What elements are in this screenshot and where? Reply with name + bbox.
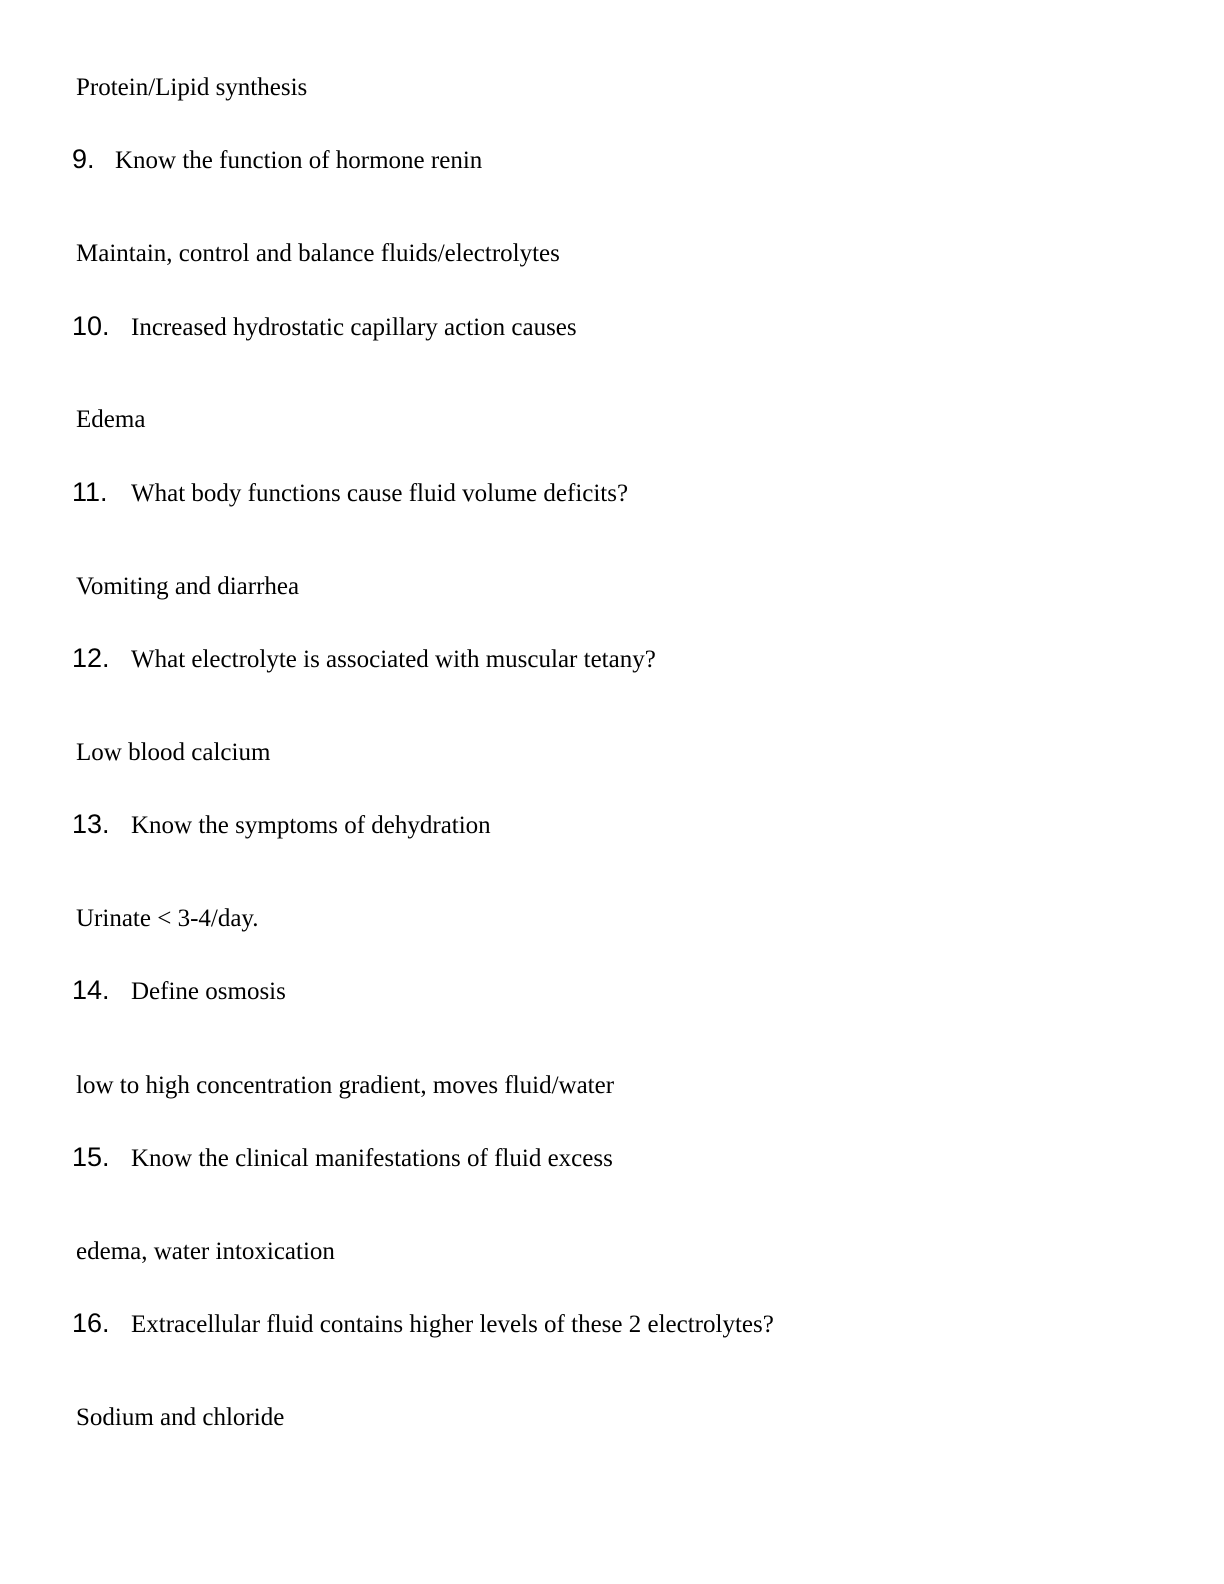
answer-text: edema, water intoxication xyxy=(76,1238,335,1265)
question-16 xyxy=(72,1308,774,1340)
answer-8 xyxy=(76,73,307,103)
question-text: Know the symptoms of dehydration xyxy=(131,812,491,839)
answer-text: Vomiting and diarrhea xyxy=(76,573,300,600)
question-number: 15. xyxy=(72,1142,110,1172)
question-text: Extracellular fluid contains higher levels of these 2 electrolytes? xyxy=(131,1311,774,1338)
answer-14 xyxy=(76,1071,614,1101)
answer-10 xyxy=(76,405,145,435)
answer-text: Protein/Lipid synthesis xyxy=(76,74,308,101)
question-10 xyxy=(72,311,577,343)
answer-text: Maintain, control and balance fluids/electrolytes xyxy=(76,240,560,267)
question-number: 13. xyxy=(72,809,110,839)
answer-12 xyxy=(76,738,270,768)
answer-9 xyxy=(76,239,560,269)
answer-text: Urinate < 3-4/day. xyxy=(76,905,259,932)
question-15 xyxy=(72,1142,613,1174)
question-9 xyxy=(72,144,483,176)
question-text: Increased hydrostatic capillary action causes xyxy=(131,314,577,341)
answer-11 xyxy=(76,572,299,602)
question-number: 10. xyxy=(72,311,110,341)
question-14 xyxy=(72,975,286,1007)
answer-13 xyxy=(76,904,259,934)
question-text: What body functions cause fluid volume deficits? xyxy=(131,480,629,507)
question-text: Know the clinical manifestations of fluid excess xyxy=(131,1145,613,1172)
question-number: 9. xyxy=(72,144,95,174)
answer-16 xyxy=(76,1403,284,1433)
question-11 xyxy=(72,477,629,509)
question-text: Define osmosis xyxy=(131,978,286,1005)
question-number: 16. xyxy=(72,1308,110,1338)
question-12 xyxy=(72,643,656,675)
answer-15 xyxy=(76,1237,335,1267)
answer-text: Sodium and chloride xyxy=(76,1404,285,1431)
question-number: 11. xyxy=(72,477,108,507)
question-number: 12. xyxy=(72,643,110,673)
question-13 xyxy=(72,809,491,841)
question-number: 14. xyxy=(72,975,110,1005)
question-text: Know the function of hormone renin xyxy=(115,147,483,174)
answer-text: Edema xyxy=(76,406,146,433)
answer-text: Low blood calcium xyxy=(76,739,271,766)
question-text: What electrolyte is associated with muscular tetany? xyxy=(131,646,656,673)
answer-text: low to high concentration gradient, moves fluid/water xyxy=(76,1072,615,1099)
